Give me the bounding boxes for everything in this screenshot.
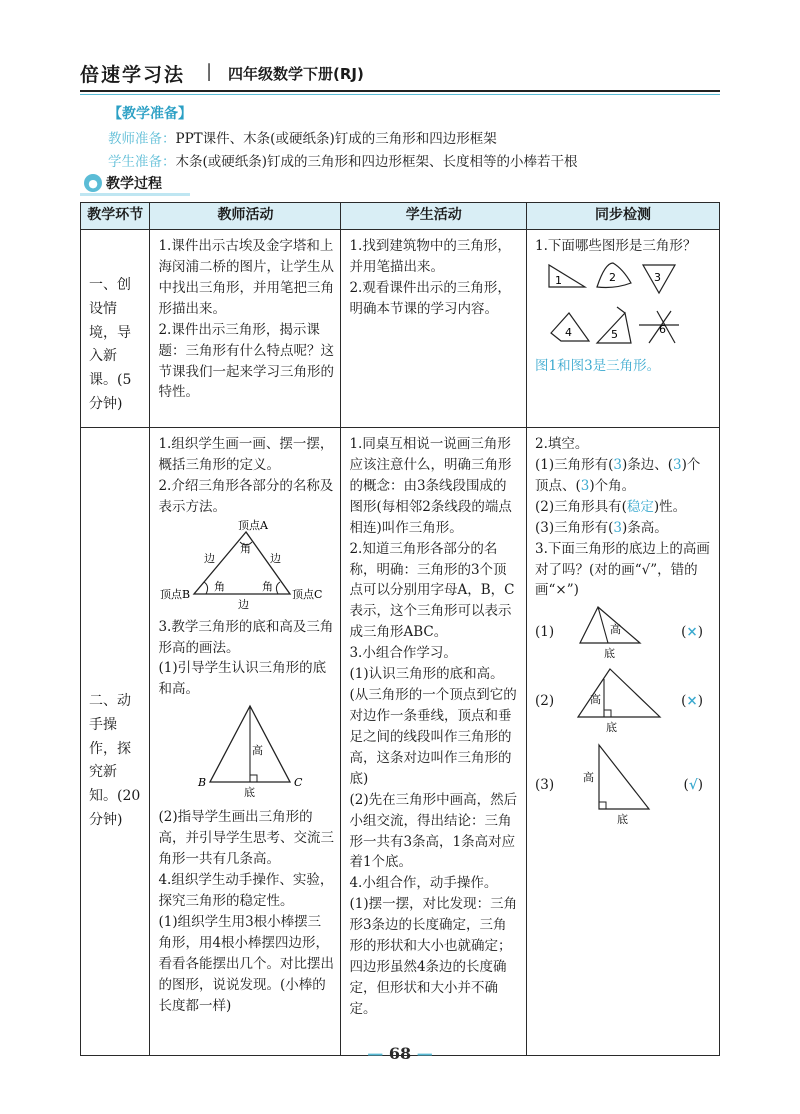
page-header	[80, 60, 720, 94]
check-item	[535, 663, 713, 739]
stage-cell: 一、创设情境，导入新课。(5分钟)	[81, 230, 150, 428]
vertex-b-label: 顶点B	[160, 587, 191, 601]
check-item	[535, 601, 713, 663]
teacher-step: (1)引导学生认识三角形的底和高。	[158, 660, 327, 698]
answer-mark: ×	[686, 623, 698, 640]
answer-box	[684, 775, 703, 796]
process-badge	[80, 172, 168, 194]
stage-cell: 二、动手操作，探究新知。(20分钟)	[81, 428, 150, 1056]
blank-answer: 3	[613, 519, 622, 536]
vertex-c-label: 顶点C	[292, 587, 323, 601]
student-step: 2.观看课件出示的三角形，明确本节课的学习内容。	[349, 279, 511, 317]
triangle-height-figure	[158, 700, 334, 800]
base-label: 底	[244, 786, 256, 800]
point-c-label: C	[294, 776, 303, 790]
height-label: 高	[610, 623, 622, 637]
student-prep-label: 学生准备：	[108, 154, 176, 170]
teacher-step: 4.组织学生动手操作、实验，探究三角形的稳定性。	[158, 871, 334, 909]
student-step: 3.小组合作学习。	[349, 645, 457, 662]
header-rule	[80, 90, 720, 92]
header-separator: |	[206, 61, 213, 82]
teacher-prep-label: 教师准备：	[108, 131, 176, 147]
check-item-number: (3)	[534, 776, 555, 793]
height-label: 高	[583, 771, 595, 785]
col-header-student: 学生活动	[341, 203, 527, 230]
vertex-a-label: 顶点A	[238, 518, 269, 532]
side-left-label: 边	[204, 551, 216, 565]
blank-text: )性。	[653, 498, 687, 515]
lesson-table	[80, 202, 720, 1056]
angle-arc-left	[204, 582, 208, 594]
student-cell	[341, 230, 527, 428]
right-angle-mark	[604, 710, 611, 717]
fill-blank-3	[535, 518, 713, 539]
height-line	[598, 607, 608, 643]
answer-mark: √	[688, 776, 698, 793]
col-header-teacher: 教师活动	[150, 203, 341, 230]
teacher-prep	[108, 127, 497, 147]
teacher-step: 1.课件出示古埃及金字塔和上海闵浦二桥的图片，让学生从中找出三角形，并用笔把三角形描出来。	[158, 238, 334, 317]
student-step: (2)先在三角形中画高，然后小组交流，得出结论：三角形一共有3条高，1条高对应着1个底。	[349, 791, 518, 871]
blank-text: )条高。	[621, 519, 668, 536]
shapes-figure	[535, 257, 713, 349]
student-cell	[341, 428, 527, 1056]
answer-box	[681, 622, 703, 643]
col-header-check: 同步检测	[526, 203, 719, 230]
angle-arc-right	[277, 582, 281, 594]
blank-text: (2)三角形具有(	[534, 498, 627, 515]
check-question: 1.下面哪些图形是三角形？	[534, 238, 697, 254]
shape-label-6: 6	[658, 322, 666, 336]
student-step: (1)认识三角形的底和高。(从三角形的一个顶点到它的对边作一条垂线，顶点和垂足之间的线段叫作三角形的高，这条对边叫作三角形的底)	[349, 666, 517, 787]
prep-title: 【教学准备】	[108, 106, 192, 122]
check-item-number: (2)	[534, 692, 555, 709]
student-step: 2.知道三角形各部分的名称，明确：三角形的3个顶点可以分别用字母A，B，C表示，这个三角形可以表示成三角形ABC。	[349, 540, 515, 641]
blank-answer: 3	[580, 477, 590, 494]
answer-mark: ×	[686, 692, 698, 709]
angle-top-label: 角	[240, 541, 252, 555]
blank-answer: 稳定	[626, 498, 654, 515]
table-header-row	[81, 203, 720, 230]
check-answer: 图1和图3是三角形。	[534, 357, 661, 374]
shape-label-5: 5	[610, 327, 618, 341]
location-pin-icon: ●	[84, 174, 102, 192]
shape-label-1: 1	[554, 273, 562, 287]
answer-box	[681, 691, 703, 712]
check-item	[535, 739, 713, 831]
check-triangle-2	[576, 665, 666, 737]
col-header-stage: 教学环节	[81, 203, 150, 230]
table-row	[81, 428, 720, 1056]
angle-right-label: 角	[262, 579, 274, 593]
height-label: 高	[252, 744, 264, 758]
student-step: 1.找到建筑物中的三角形，并用笔描出来。	[349, 238, 511, 275]
blank-text: )个角。	[589, 477, 636, 494]
teacher-prep-text: PPT课件、木条(或硬纸条)钉成的三角形和四边形框架	[175, 131, 497, 147]
shape-label-4: 4	[564, 325, 572, 339]
teacher-step: (1)组织学生用3根小棒摆三角形，用4根小棒摆四边形，看看各能摆出几个。对比摆出的图形，说说发现。(小棒的长度都一样)	[158, 913, 334, 1014]
angle-left-label: 角	[214, 579, 226, 593]
check-triangle-1	[576, 603, 666, 661]
paren: (	[683, 776, 689, 793]
blank-text: (1)三角形有(	[534, 456, 614, 473]
check-cell	[526, 230, 719, 428]
base-label: 底	[606, 721, 618, 735]
student-step: 1.同桌互相说一说画三角形应该注意什么，明确三角形的概念：由3条线段围成的图形(每相邻2条线段的端点相连)叫作三角形。	[349, 436, 512, 536]
check-cell	[526, 428, 719, 1056]
triangle-parts-figure	[158, 518, 334, 610]
page-dash-left: —	[367, 1044, 384, 1063]
check-item-number: (1)	[534, 623, 555, 640]
check-triangle-3	[577, 741, 667, 829]
base-label: 底	[617, 813, 629, 827]
teacher-step: 1.组织学生画一画、摆一摆，概括三角形的定义。	[158, 436, 334, 473]
shape-label-3: 3	[653, 270, 661, 284]
blank-text: (3)三角形有(	[534, 519, 614, 536]
student-prep	[108, 150, 578, 170]
side-right-label: 边	[270, 551, 282, 565]
fill-blank-2	[535, 497, 713, 518]
paren: (	[681, 623, 687, 640]
triangle-shape	[599, 745, 649, 809]
teacher-step: (2)指导学生画出三角形的高，并引导学生思考、交流三角形一共有几条高。	[158, 809, 334, 868]
student-step: 4.小组合作，动手操作。	[349, 875, 498, 892]
page-number	[0, 1044, 800, 1063]
teacher-cell	[150, 230, 341, 428]
page-dash-right: —	[416, 1044, 433, 1063]
point-b-label: B	[198, 776, 207, 790]
fill-blank-1	[535, 455, 713, 497]
blank-text: )条边、(	[621, 456, 674, 473]
student-prep-text: 木条(或硬纸条)钉成的三角形和四边形框架、长度相等的小棒若干根	[175, 154, 578, 170]
blank-answer: 3	[613, 456, 622, 473]
page-number-value: 68	[388, 1044, 412, 1063]
right-angle-mark	[250, 775, 257, 782]
process-underline	[80, 193, 190, 196]
paren: )	[697, 623, 703, 640]
right-angle-mark	[599, 802, 606, 809]
blank-text: )个顶点、(	[534, 456, 701, 494]
header-rule-accent	[80, 94, 720, 95]
height-label: 高	[590, 693, 602, 707]
brand-title: 倍速学习法	[80, 64, 186, 86]
base-label: 底	[604, 647, 616, 661]
shape-label-2: 2	[608, 270, 616, 284]
check-question: 3.下面三角形的底边上的高画对了吗？(对的画“√”，错的画“×”)	[534, 540, 710, 599]
student-step: (1)摆一摆，对比发现：三角形3条边的长度确定，三角形的形状和大小也就确定；四边形虽然4条边的长度确定，但形状和大小并不确定。	[349, 896, 518, 1017]
table-row	[81, 230, 720, 428]
teacher-step: 2.介绍三角形各部分的名称及表示方法。	[158, 477, 334, 515]
paren: )	[697, 692, 703, 709]
teacher-step: 2.课件出示三角形，揭示课题：三角形有什么特点呢？这节课我们一起来学习三角形的特性。	[158, 321, 334, 401]
check-question: 2.填空。	[534, 436, 589, 452]
process-title: 教学过程	[106, 176, 162, 192]
paren: (	[681, 692, 687, 709]
teacher-step: 3.教学三角形的底和高及三角形高的画法。	[158, 618, 334, 656]
blank-answer: 3	[673, 456, 682, 473]
teacher-cell	[150, 428, 341, 1056]
book-title: 四年级数学下册(RJ)	[228, 65, 364, 83]
paren: )	[697, 776, 703, 793]
side-bottom-label: 边	[238, 597, 250, 610]
